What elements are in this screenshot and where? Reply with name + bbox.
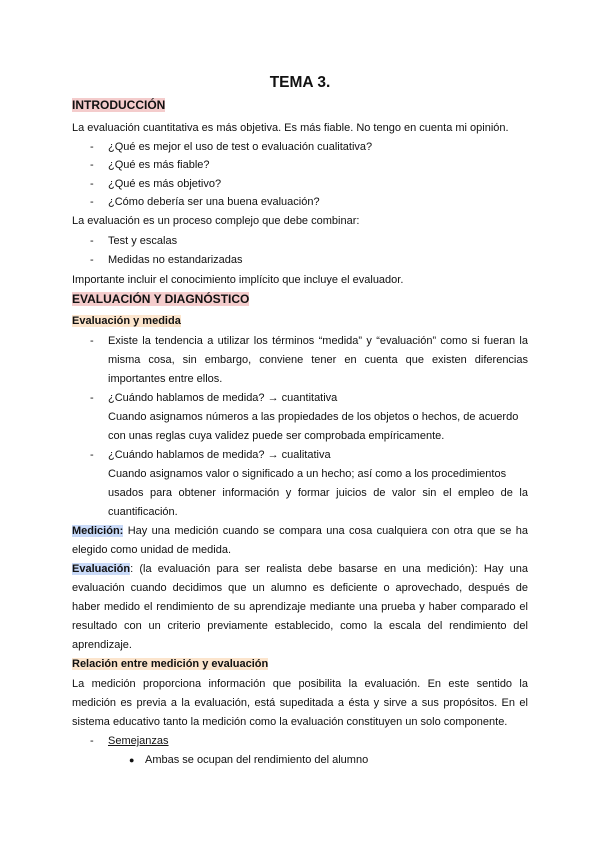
bullet-question: ¿Cuándo hablamos de medida? → cuantitativa <box>108 392 338 404</box>
evaluacion-definition-line: haber medido el rendimiento de su aprendizaje mediante una prueba y haber comparado el <box>72 601 528 613</box>
dash-marker: - <box>90 141 94 153</box>
dash-marker: - <box>90 178 94 190</box>
semejanza-item: Ambas se ocupan del rendimiento del alumno <box>145 754 369 766</box>
subheading-evaluacion-medida: Evaluación y medida <box>72 315 181 327</box>
medicion-definition: Medición: Hay una medición cuando se compara una cosa cualquiera con otra que se ha <box>72 525 528 537</box>
bullet-text-line: Cuando asignamos valor o significado a un hecho; así como a los procedimientos <box>108 468 507 480</box>
bullet-text-line: con unas reglas cuya validez puede ser comprobada empíricamente. <box>108 430 445 442</box>
bullet-dot-icon: ● <box>129 755 135 765</box>
question-item: ¿Qué es mejor el uso de test o evaluación cualitativa? <box>108 141 373 153</box>
semejanzas-label: Semejanzas <box>108 735 169 747</box>
bullet-text-line: cuantificación. <box>108 506 178 518</box>
bullet-text-line: Cuando asignamos números a las propiedades de los objetos o hechos, de acuerdo <box>108 411 519 423</box>
dash-marker: - <box>90 235 94 247</box>
dash-marker: - <box>90 392 94 404</box>
bullet-text-line: misma cosa, sin embargo, conviene tener en cuenta que existen diferencias <box>108 354 528 366</box>
dash-marker: - <box>90 335 94 347</box>
evaluacion-definition-line: aprendizaje. <box>72 639 132 651</box>
question-item: ¿Qué es más objetivo? <box>108 178 222 190</box>
medicion-term: Medición: <box>72 525 124 537</box>
question-item: ¿Cómo debería ser una buena evaluación? <box>108 196 320 208</box>
bullet-text-line: Existe la tendencia a utilizar los términos “medida” y “evaluación” como si fueran la <box>108 335 528 347</box>
dash-marker: - <box>90 196 94 208</box>
question-item: ¿Qué es más fiable? <box>108 159 210 171</box>
bullet-question: ¿Cuándo hablamos de medida? → cualitativa <box>108 449 331 461</box>
evaluacion-term: Evaluación <box>72 563 131 575</box>
evaluacion-definition: Evaluación: (la evaluación para ser realista debe basarse en una medición): Hay una <box>72 563 528 575</box>
relacion-paragraph-line: medición es previa a la evaluación, está supeditada a ésta y sirve a sus propósitos. En el <box>72 697 528 709</box>
dash-marker: - <box>90 254 94 266</box>
combine-paragraph: La evaluación es un proceso complejo que debe combinar: <box>72 215 360 227</box>
relacion-paragraph-line: La medición proporciona información que posibilita la evaluación. En este sentido la <box>72 678 528 690</box>
evaluacion-definition-line: evaluación cuando decidimos que un alumno es deficiente o aprovechado, después de <box>72 582 528 594</box>
combine-item: Test y escalas <box>108 235 178 247</box>
intro-paragraph: La evaluación cuantitativa es más objetiva. Es más fiable. No tengo en cuenta mi opinión. <box>72 122 509 134</box>
dash-marker: - <box>90 159 94 171</box>
medicion-definition-line: elegido como unidad de medida. <box>72 544 232 556</box>
dash-marker: - <box>90 735 94 747</box>
implicit-knowledge-paragraph: Importante incluir el conocimiento implícito que incluye el evaluador. <box>72 274 404 286</box>
bullet-text-line: importantes entre ellos. <box>108 373 223 385</box>
evaluacion-definition-line: resultado con un criterio previamente establecido, como la escala del rendimiento del <box>72 620 528 632</box>
subheading-relacion: Relación entre medición y evaluación <box>72 658 269 670</box>
section-heading: EVALUACIÓN Y DIAGNÓSTICO <box>72 292 250 306</box>
relacion-paragraph-line: sistema educativo tanto la medición como la evaluación constituyen un solo componente. <box>72 716 508 728</box>
dash-marker: - <box>90 449 94 461</box>
combine-item: Medidas no estandarizadas <box>108 254 243 266</box>
page-title: TEMA 3. <box>269 74 331 91</box>
intro-heading: INTRODUCCIÓN <box>72 98 166 112</box>
bullet-text-line: usados para obtener información y formar juicios de valor sin el empleo de la <box>108 487 528 499</box>
